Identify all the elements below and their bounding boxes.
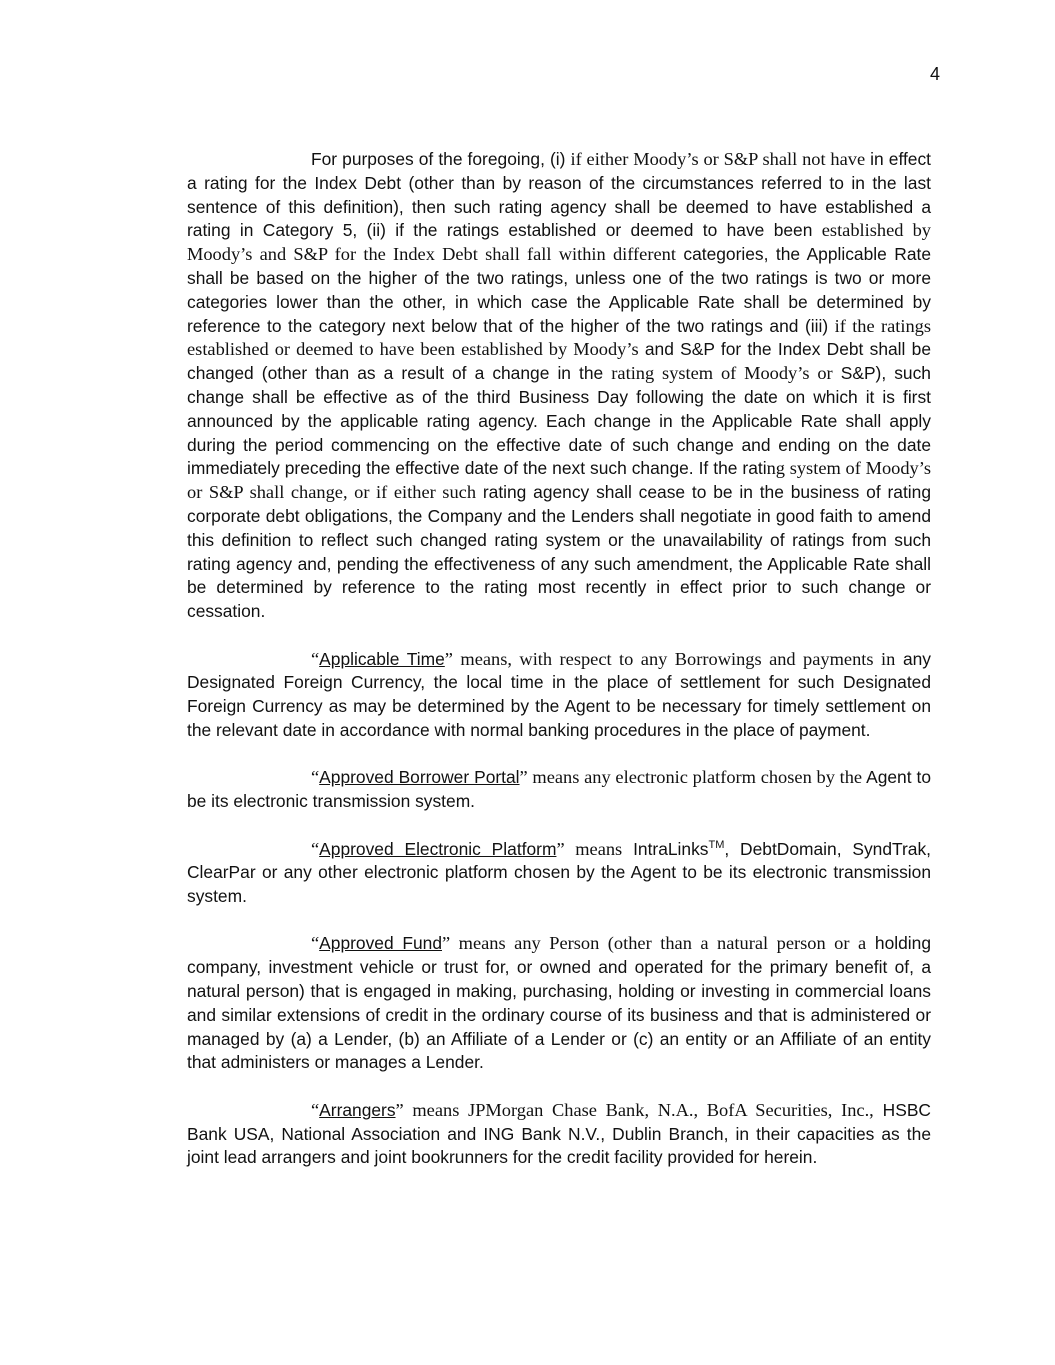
close-quote: ” <box>519 767 528 788</box>
definition-text: any Designated Foreign Currency, the local time in the place of settlement for such Designated Foreign Currency as may be determined by the Agent to be necessary for timely settlement on the relevant date in accordance with normal banking procedures in the place of payment. <box>187 648 931 740</box>
open-quote: “ <box>311 838 320 859</box>
open-quote: “ <box>311 648 320 669</box>
document-body <box>187 148 931 1194</box>
text-run: S&P), such change shall be effective as of the third Business Day following the date on which it is first announced by the applicable rating agency. Each change in the Applicable Rate shall apply during the period commencing on the effective date of such change and ending on the date immediately preceding the effective date of the next such change. If the rati <box>187 363 931 479</box>
applicable-rate-foregoing-paragraph <box>187 148 931 624</box>
definition-lead: means any electronic platform chosen by the <box>527 767 863 788</box>
definition-lead: means JPMorgan Chase Bank, N.A., BofA Securities, Inc., <box>403 1099 874 1120</box>
definition-applicable-time <box>187 648 931 743</box>
close-quote: ” <box>556 838 565 859</box>
defined-term: Approved Fund <box>319 933 442 954</box>
text-run: ng system of Moody’s or S&P shall change, or if either such <box>187 458 931 503</box>
text-run: rating system of Moody’s or <box>611 363 833 384</box>
text-run: established by Moody’s and S&P for the Index Debt shall fall within different <box>187 220 931 265</box>
text-run: if either Moody’s or S&P shall not have <box>570 149 866 169</box>
definition-approved-fund <box>187 932 931 1075</box>
text-run: if the ratings established or deemed to have been established by Moody’s <box>187 315 932 360</box>
close-quote: ” <box>442 933 451 954</box>
trademark-superscript: TM <box>708 838 725 851</box>
definition-approved-borrower-portal <box>187 766 931 814</box>
open-quote: “ <box>311 767 320 788</box>
open-quote: “ <box>311 933 320 954</box>
definition-lead: means, with respect to any Borrowings and payments in <box>452 648 896 669</box>
definition-lead: means any Person (other than a natural person or a <box>450 933 867 954</box>
text-run: in effect a rating for the Index Debt (other than by reason of the circumstances referred to in the last sentence of this definition), then such rating agency shall be deemed to have established a rating in Category 5, (ii) if the ratings established or deemed to have been <box>187 149 932 241</box>
definition-text: IntraLinks <box>622 838 709 859</box>
definition-approved-electronic-platform <box>187 838 931 909</box>
defined-term: Arrangers <box>319 1099 396 1120</box>
definition-text: HSBC Bank USA, National Association and ING Bank N.V., Dublin Branch, in their capacities as the joint lead arrangers and joint bookrunners for the credit facility provided for herein. <box>187 1099 931 1168</box>
definition-arrangers <box>187 1099 931 1170</box>
text-run: rating agency shall cease to be in the business of rating corporate debt obligations, the Company and the Lenders shall negotiate in good faith to amend this definition to reflect such changed rating system or the unavailability of ratings from such rating agency and, pending the effectiveness of any such amendment, the Applicable Rate shall be determined by reference to the rating most recently in effect prior to such change or cessation. <box>187 482 931 622</box>
definition-lead: means <box>564 838 623 859</box>
open-quote: “ <box>311 1099 320 1120</box>
definition-text: , DebtDomain, SyndTrak, ClearPar or any other electronic platform chosen by the Agent to be its electronic transmission system. <box>187 838 931 907</box>
definition-text: holding company, investment vehicle or trust for, or owned and operated for the primary benefit of, a natural person) that is engaged in making, purchasing, holding or investing in commercial loans and similar extensions of credit in the ordinary course of its business and that is administered or managed by (a) a Lender, (b) an Affiliate of a Lender or (c) an entity or an Affiliate of an entity that administers or manages a Lender. <box>187 933 931 1073</box>
text-run: and S&P for the Index Debt shall be changed (other than as a result of a change in the <box>187 339 932 384</box>
defined-term: Approved Electronic Platform <box>319 838 557 859</box>
definition-text: Agent to be its electronic transmission system. <box>187 767 932 812</box>
close-quote: ” <box>395 1099 404 1120</box>
defined-term: Applicable Time <box>319 648 445 669</box>
defined-term: Approved Borrower Portal <box>319 767 520 788</box>
page-number: 4 <box>929 64 940 84</box>
close-quote: ” <box>444 648 453 669</box>
text-run: categories, the Applicable Rate shall be based on the higher of the two ratings, unless one of the two ratings is two or more categories lower than the other, in which case the Applicable Rate shall be determined by reference to the category next below that of the higher of the two ratings and (iii) <box>187 244 931 336</box>
text-run: For purposes of the foregoing, (i) <box>311 149 571 169</box>
